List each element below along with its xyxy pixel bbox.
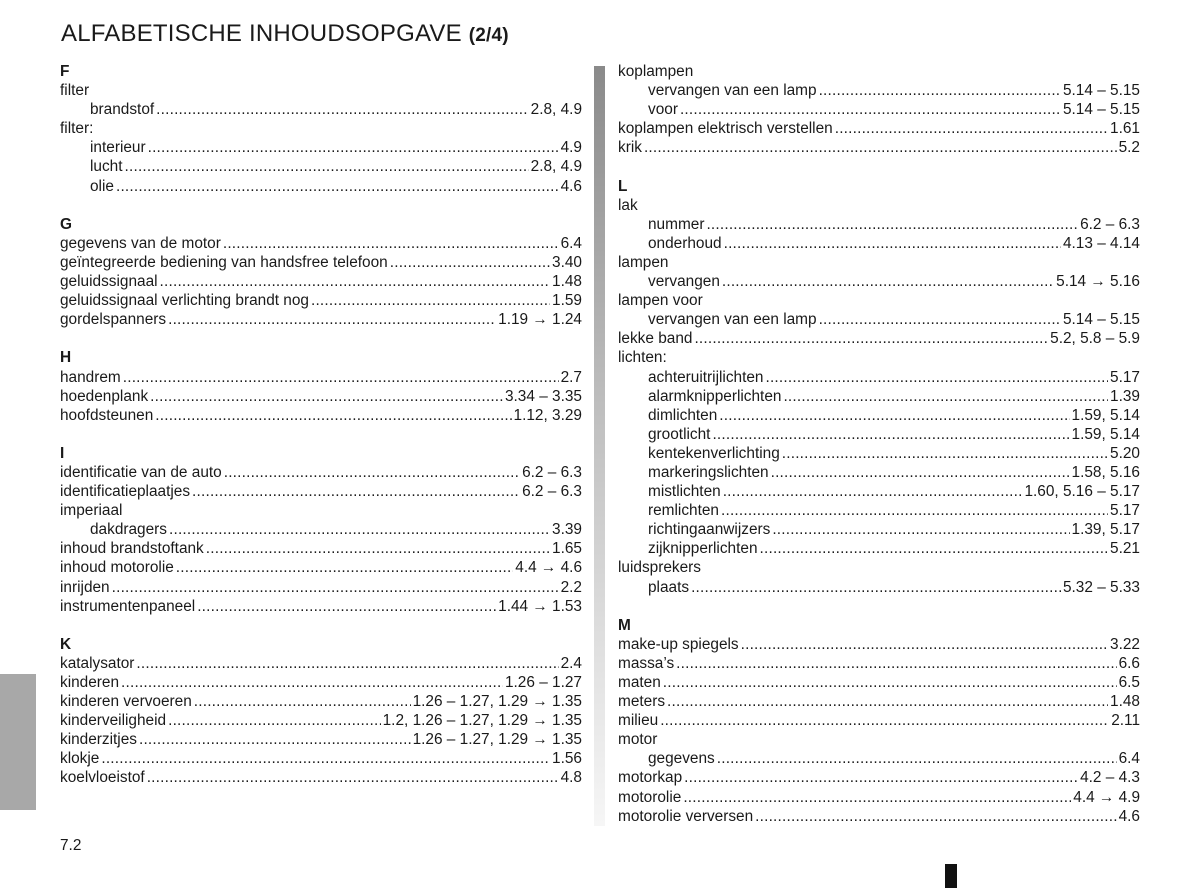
index-heading: motor (618, 731, 658, 749)
index-term: dimlichten (648, 406, 718, 424)
index-entry[interactable] (618, 272, 1140, 291)
page-ref: 4.2 – 4.3 (1080, 769, 1140, 787)
dot-leader (147, 768, 559, 787)
index-term: geluidssignaal (60, 273, 158, 291)
index-term: alarmknipperlichten (648, 387, 782, 405)
page-ref: 3.22 (1110, 635, 1140, 653)
index-term: hoedenplank (60, 387, 149, 405)
index-entry[interactable] (60, 253, 582, 272)
section-letter-k: K (60, 635, 72, 653)
index-entry[interactable] (618, 463, 1140, 482)
index-heading: lak (618, 196, 638, 214)
dot-leader (311, 291, 550, 310)
dot-leader (169, 520, 550, 539)
index-entry[interactable] (618, 310, 1140, 329)
index-entry[interactable] (618, 635, 1140, 654)
dot-leader (724, 234, 1061, 253)
index-entry[interactable] (60, 730, 582, 749)
index-entry[interactable] (618, 578, 1140, 597)
page-ref: 1.26 – 1.27, 1.29 → 1.35 (412, 731, 582, 749)
dot-leader (676, 654, 1116, 673)
index-entry[interactable] (60, 558, 582, 577)
page-ref: 6.2 – 6.3 (1080, 215, 1140, 233)
index-term: lekke band (618, 330, 693, 348)
page-ref: 2.4 (560, 654, 582, 672)
dot-leader (223, 234, 559, 253)
page-ref: 6.2 – 6.3 (522, 463, 582, 481)
index-entry[interactable] (60, 272, 582, 291)
page-ref: 1.58, 5.16 (1071, 463, 1140, 481)
page-ref: 3.39 (552, 521, 582, 539)
index-term: geïntegreerde bediening van handsfree telefoon (60, 253, 388, 271)
index-term: hoofdsteunen (60, 406, 154, 424)
index-entry[interactable] (618, 482, 1140, 501)
page-ref: 4.4 → 4.6 (515, 559, 582, 577)
index-term: plaats (648, 578, 690, 596)
index-entry[interactable] (618, 368, 1140, 387)
dot-leader (783, 387, 1108, 406)
index-entry[interactable] (60, 463, 582, 482)
page-ref: 2.7 (560, 368, 582, 386)
dot-leader (691, 578, 1061, 597)
index-entry[interactable] (618, 119, 1140, 138)
index-entry[interactable] (618, 692, 1140, 711)
page-ref: 1.2, 1.26 – 1.27, 1.29 → 1.35 (382, 712, 582, 730)
page-ref: 1.26 – 1.27, 1.29 → 1.35 (412, 693, 582, 711)
page-ref: 5.21 (1110, 540, 1140, 558)
index-heading: lampen (618, 253, 669, 271)
column-divider (594, 66, 605, 826)
dot-leader (667, 692, 1108, 711)
page-ref: 4.8 (560, 769, 582, 787)
index-entry[interactable] (60, 520, 582, 539)
dot-leader (765, 368, 1108, 387)
index-entry[interactable] (60, 539, 582, 558)
dot-leader (155, 406, 511, 425)
index-term: dakdragers (90, 521, 167, 539)
index-term: handrem (60, 368, 121, 386)
index-entry[interactable] (618, 768, 1140, 787)
page-ref: 5.32 – 5.33 (1062, 578, 1140, 596)
index-term: richtingaanwijzers (648, 521, 771, 539)
dot-leader (719, 406, 1069, 425)
index-entry[interactable] (618, 406, 1140, 425)
dot-leader (112, 578, 559, 597)
index-entry[interactable] (618, 673, 1140, 692)
dot-leader (684, 768, 1078, 787)
dot-leader (123, 368, 559, 387)
page-number: 7.2 (60, 837, 82, 854)
section-letter-f: F (60, 63, 70, 80)
page-ref: 4.4 → 4.9 (1073, 788, 1140, 806)
index-term: motorolie verversen (618, 807, 754, 825)
section-gap (60, 329, 582, 348)
section-gap (618, 597, 1140, 616)
index-entry[interactable] (60, 310, 582, 329)
index-column-left (60, 62, 582, 788)
page-ref: 6.5 (1118, 674, 1140, 691)
dot-leader (139, 730, 411, 749)
index-entry[interactable] (618, 788, 1140, 807)
section-letter-h: H (60, 349, 72, 367)
chapter-tab (0, 674, 36, 810)
index-term: gegevens van de motor (60, 234, 221, 252)
dot-leader (819, 310, 1061, 329)
index-column-right (618, 62, 1140, 826)
dot-leader (712, 425, 1069, 444)
dot-leader (168, 310, 496, 329)
index-entry[interactable] (618, 749, 1140, 768)
index-heading: imperiaal (60, 502, 123, 520)
index-entry[interactable] (60, 368, 582, 387)
index-term: onderhoud (648, 234, 722, 252)
dot-leader (192, 482, 520, 501)
index-term: make-up spiegels (618, 635, 739, 653)
dot-leader (717, 749, 1117, 768)
section-gap (60, 196, 582, 215)
dot-leader (680, 100, 1061, 119)
index-term: milieu (618, 712, 659, 730)
dot-leader (168, 711, 381, 730)
page-ref: 1.44 → 1.53 (498, 597, 582, 615)
index-term: massa’s (618, 654, 675, 672)
index-entry[interactable] (60, 578, 582, 597)
index-entry[interactable] (618, 215, 1140, 234)
page-ref: 5.14 – 5.15 (1062, 311, 1140, 329)
dot-leader (760, 539, 1109, 558)
index-entry[interactable] (618, 100, 1140, 119)
page-ref: 2.8, 4.9 (530, 101, 582, 119)
page-ref: 1.59 (552, 292, 582, 310)
index-term: identificatie van de auto (60, 463, 222, 481)
section-letter-g: G (60, 215, 72, 233)
dot-leader (706, 215, 1078, 234)
index-heading: koplampen (618, 63, 694, 80)
index-term: brandstof (90, 101, 155, 119)
index-term: gordelspanners (60, 311, 167, 329)
page-ref: 6.4 (1118, 750, 1140, 768)
dot-leader (125, 157, 529, 176)
page-ref: 1.39 (1110, 387, 1140, 405)
index-entry[interactable] (60, 138, 582, 157)
page-part-indicator: (2/4) (468, 25, 509, 46)
page-ref: 1.65 (552, 540, 582, 558)
index-term: koelvloeistof (60, 769, 145, 787)
index-entry[interactable] (60, 654, 582, 673)
index-heading: filter (60, 82, 90, 100)
index-entry[interactable] (60, 673, 582, 692)
index-term: kinderen vervoeren (60, 693, 192, 711)
index-entry[interactable] (60, 692, 582, 711)
page-ref: 5.17 (1110, 368, 1140, 386)
section-letter-m: M (618, 616, 631, 634)
section-gap (618, 157, 1140, 176)
index-term: kinderveiligheid (60, 712, 167, 730)
dot-leader (148, 138, 559, 157)
dot-leader (101, 749, 550, 768)
page-ref: 2.11 (1111, 712, 1140, 730)
dot-leader (663, 673, 1117, 692)
index-term: krik (618, 139, 642, 157)
page-ref: 1.59, 5.14 (1071, 406, 1140, 424)
index-entry[interactable] (60, 100, 582, 119)
index-term: inrijden (60, 578, 110, 596)
page-ref: 6.2 – 6.3 (522, 483, 582, 501)
dot-leader (683, 788, 1071, 807)
index-term: motorolie (618, 788, 682, 806)
index-entry[interactable] (618, 387, 1140, 406)
dot-leader (176, 558, 513, 577)
index-term: maten (618, 674, 661, 691)
page-ref: 4.6 (560, 177, 582, 195)
index-entry[interactable] (618, 539, 1140, 558)
index-entry[interactable] (618, 807, 1140, 826)
page-ref: 5.14 – 5.15 (1062, 101, 1140, 119)
index-term: voor (648, 101, 678, 119)
index-term: vervangen (648, 273, 720, 291)
index-term: kentekenverlichting (648, 444, 780, 462)
dot-leader (755, 807, 1116, 826)
index-entry[interactable] (618, 520, 1140, 539)
index-entry[interactable] (618, 711, 1140, 730)
dot-leader (771, 463, 1070, 482)
dot-leader (819, 81, 1061, 100)
index-term: zijknipperlichten (648, 540, 758, 558)
index-term: inhoud motorolie (60, 559, 174, 577)
dot-leader (644, 138, 1117, 157)
index-term: nummer (648, 215, 705, 233)
dot-leader (121, 673, 503, 692)
dot-leader (156, 100, 528, 119)
index-entry[interactable] (618, 501, 1140, 520)
index-term: vervangen van een lamp (648, 311, 817, 329)
dot-leader (835, 119, 1108, 138)
index-term: achteruitrijlichten (648, 368, 764, 386)
index-term: motorkap (618, 769, 683, 787)
page-ref: 6.4 (560, 234, 582, 252)
dot-leader (660, 711, 1109, 730)
dot-leader (206, 539, 550, 558)
page-ref: 2.2 (560, 578, 582, 596)
index-term: mistlichten (648, 483, 721, 501)
dot-leader (721, 501, 1108, 520)
page-ref: 1.39, 5.17 (1071, 521, 1140, 539)
index-term: identificatieplaatjes (60, 483, 191, 501)
index-entry[interactable] (60, 711, 582, 730)
index-term: inhoud brandstoftank (60, 540, 204, 558)
dot-leader (136, 654, 558, 673)
page-ref: 1.26 – 1.27 (504, 674, 582, 691)
page-ref: 3.40 (552, 253, 582, 271)
page-ref: 5.14 → 5.16 (1056, 273, 1140, 291)
page-ref: 2.8, 4.9 (530, 158, 582, 176)
page-ref: 5.14 – 5.15 (1062, 82, 1140, 100)
dot-leader (741, 635, 1108, 654)
page-ref: 1.59, 5.14 (1071, 425, 1140, 443)
index-entry[interactable] (618, 329, 1140, 348)
page-ref: 1.56 (552, 750, 582, 768)
index-entry[interactable] (618, 654, 1140, 673)
index-heading: luidsprekers (618, 559, 701, 577)
index-entry[interactable] (60, 749, 582, 768)
index-term: koplampen elektrisch verstellen (618, 120, 833, 138)
index-entry[interactable] (60, 234, 582, 253)
index-entry[interactable] (60, 768, 582, 787)
page-title (61, 20, 509, 50)
section-letter-i: I (60, 444, 65, 462)
page-ref: 4.6 (1118, 807, 1140, 825)
dot-leader (194, 692, 411, 711)
index-term: kinderen (60, 674, 120, 691)
index-entry[interactable] (618, 234, 1140, 253)
index-term: geluidssignaal verlichting brandt nog (60, 292, 309, 310)
index-entry[interactable] (618, 444, 1140, 463)
page-ref: 5.2 (1118, 139, 1140, 157)
dot-leader (694, 329, 1048, 348)
page-ref: 3.34 – 3.35 (504, 387, 582, 405)
page-ref: 1.19 → 1.24 (498, 311, 582, 329)
index-entry[interactable] (618, 425, 1140, 444)
index-term: interieur (90, 139, 146, 157)
crop-mark (945, 864, 957, 888)
index-entry[interactable] (60, 291, 582, 310)
index-term: kinderzitjes (60, 731, 137, 749)
index-term: gegevens (648, 750, 715, 768)
dot-leader (150, 387, 503, 406)
index-heading: lampen voor (618, 292, 703, 310)
page-ref: 5.17 (1110, 502, 1140, 520)
page-ref: 1.60, 5.16 – 5.17 (1024, 483, 1140, 501)
index-term: meters (618, 693, 666, 711)
index-entry[interactable] (60, 482, 582, 501)
dot-leader (782, 444, 1108, 463)
index-entry[interactable] (60, 406, 582, 425)
page-ref: 6.6 (1118, 654, 1140, 672)
page-ref: 1.12, 3.29 (513, 406, 582, 424)
page-title-text: ALFABETISCHE INHOUDSOPGAVE (61, 20, 462, 47)
index-heading: lichten: (618, 349, 667, 367)
dot-leader (772, 520, 1069, 539)
page-ref: 1.48 (552, 273, 582, 291)
dot-leader (160, 272, 550, 291)
section-gap (60, 616, 582, 635)
page-ref: 1.48 (1110, 693, 1140, 711)
dot-leader (390, 253, 550, 272)
page-ref: 5.2, 5.8 – 5.9 (1050, 330, 1140, 348)
index-entry[interactable] (60, 387, 582, 406)
index-term: olie (90, 177, 114, 195)
dot-leader (722, 272, 1054, 291)
index-term: remlichten (648, 502, 719, 520)
index-term: grootlicht (648, 425, 711, 443)
index-entry[interactable] (60, 157, 582, 176)
index-entry[interactable] (60, 177, 582, 196)
section-gap (60, 425, 582, 444)
index-term: katalysator (60, 654, 135, 672)
index-term: instrumentenpaneel (60, 597, 196, 615)
index-heading: filter: (60, 120, 94, 138)
index-term: lucht (90, 158, 123, 176)
index-term: markeringslichten (648, 463, 769, 481)
page-ref: 5.20 (1110, 444, 1140, 462)
index-entry[interactable] (618, 138, 1140, 157)
dot-leader (723, 482, 1023, 501)
page-ref: 4.9 (560, 139, 582, 157)
dot-leader (116, 177, 559, 196)
index-term: klokje (60, 750, 100, 768)
dot-leader (197, 597, 496, 616)
index-term: vervangen van een lamp (648, 82, 817, 100)
page-ref: 1.61 (1110, 120, 1140, 138)
index-entry[interactable] (618, 81, 1140, 100)
index-entry[interactable] (60, 597, 582, 616)
section-letter-l: L (618, 177, 628, 195)
dot-leader (224, 463, 520, 482)
page-ref: 4.13 – 4.14 (1062, 234, 1140, 252)
